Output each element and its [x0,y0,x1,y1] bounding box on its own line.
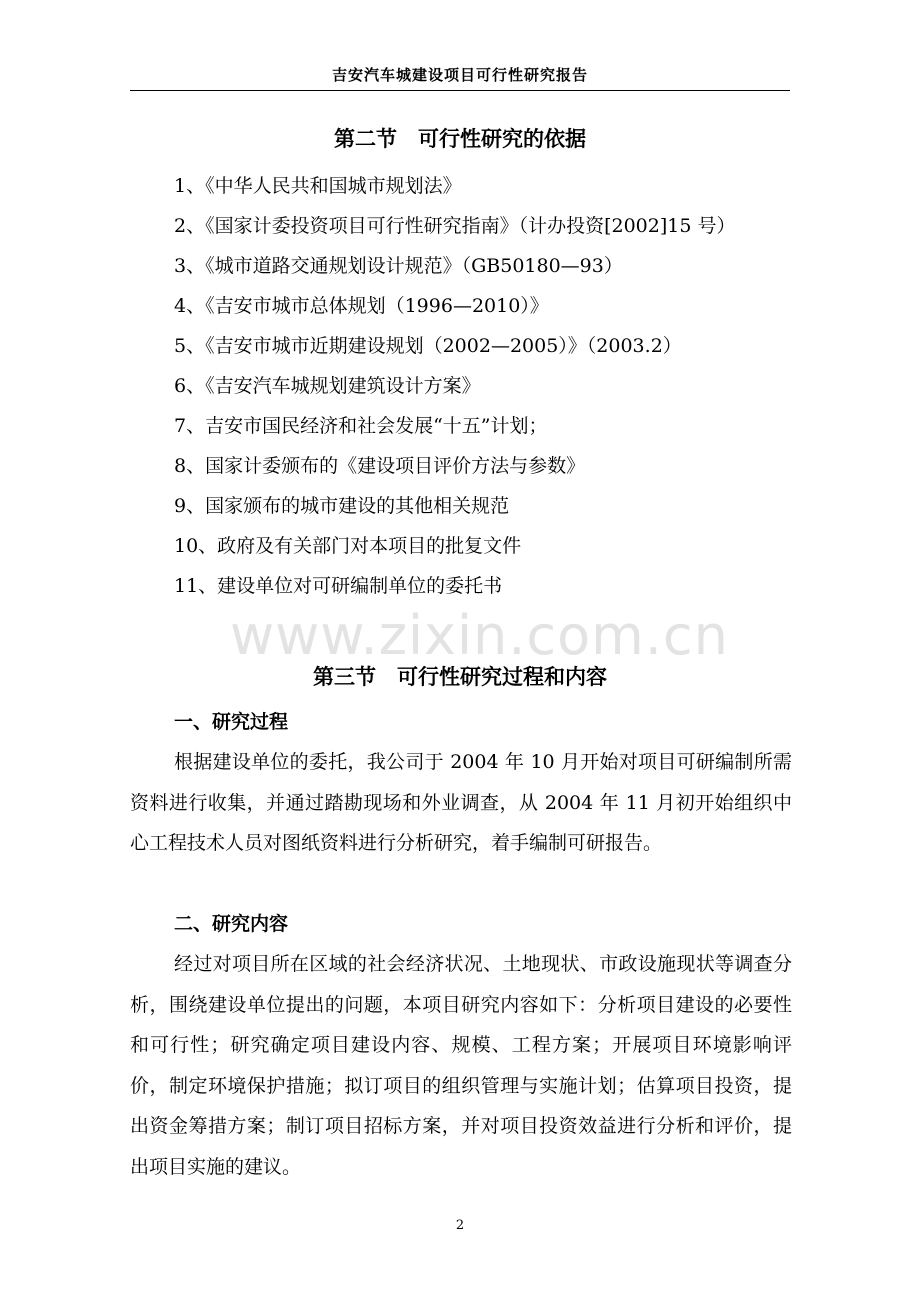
section-2-title: 第二节 可行性研究的依据 [334,126,586,151]
reference-item-11: 11、建设单位对可研编制单位的委托书 [174,575,503,597]
reference-item-9: 9、国家颁布的城市建设的其他相关规范 [174,495,510,517]
watermark: www.zixin.com.cn [230,604,729,667]
subheading-research-content: 二、研究内容 [174,913,289,935]
reference-item-6: 6、《吉安汽车城规划建筑设计方案》 [174,375,481,397]
running-header: 吉安汽车城建设项目可行性研究报告 [331,66,588,84]
reference-item-2: 2、《国家计委投资项目可行性研究指南》（计办投资[2002]15 号） [174,215,736,237]
reference-item-4: 4、《吉安市城市总体规划（1996—2010）》 [174,295,549,317]
section-3-title: 第三节 可行性研究过程和内容 [313,664,607,689]
paragraph-research-process: 根据建设单位的委托，我公司于 2004 年 10 月开始对项目可研编制所需资料进行收集，并通过踏勘现场和外业调查，从 2004 年 11 月初开始组织中心工程技术人员对图纸资料进行分析研究，着手编制可研报告。 [130,751,792,854]
reference-item-5: 5、《吉安市城市近期建设规划（2002—2005）》（2003.2） [174,335,682,357]
reference-item-3: 3、《城市道路交通规划设计规范》（GB50180—93） [174,255,623,277]
subheading-research-process: 一、研究过程 [174,711,289,733]
page-number: 2 [455,1218,465,1233]
reference-item-8: 8、国家计委颁布的《建设项目评价方法与参数》 [174,455,586,477]
reference-item-1: 1、《中华人民共和国城市规划法》 [174,175,462,197]
reference-item-7: 7、吉安市国民经济和社会发展“十五”计划； [174,415,548,437]
reference-item-10: 10、政府及有关部门对本项目的批复文件 [174,535,522,557]
header-rule [130,90,790,91]
paragraph-research-content: 经过对项目所在区域的社会经济状况、土地现状、市政设施现状等调查分析，围绕建设单位提出的问题，本项目研究内容如下：分析项目建设的必要性和可行性；研究确定项目建设内容、规模、工程方案；开展项目环境影响评价，制定环境保护措施；拟订项目的组织管理与实施计划；估算项目投资，提出资金筹措方案；制订项目招标方案，并对项目投资效益进行分析和评价，提出项目实施的建议。 [130,953,792,1178]
